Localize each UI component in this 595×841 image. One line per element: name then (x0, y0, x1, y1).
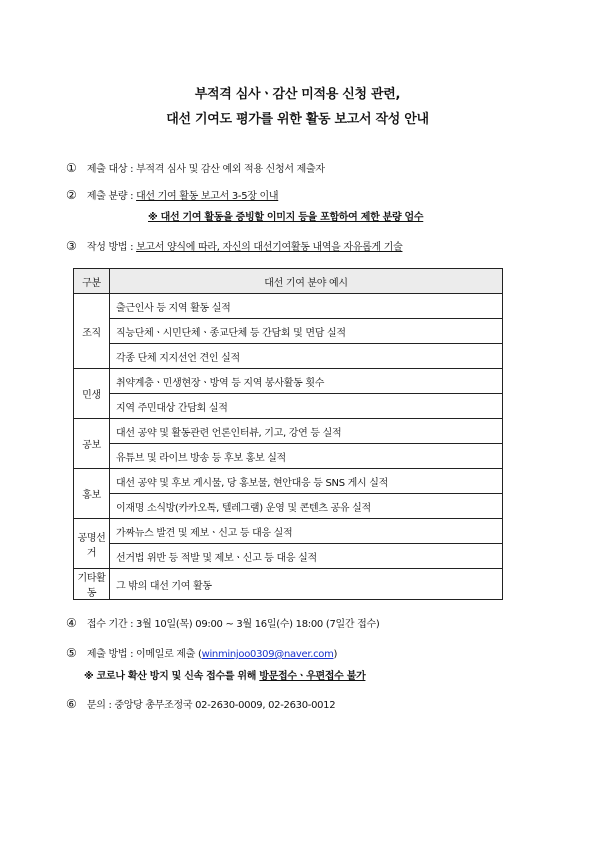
table-row (74, 319, 503, 344)
item-label: 제출 대상 : (86, 164, 134, 175)
category-cell: 홍보 (74, 469, 110, 519)
example-cell: 선거법 위반 등 적발 및 제보ㆍ신고 등 대응 실적 (110, 544, 503, 569)
contribution-table (73, 268, 503, 600)
item-label: 제출 분량 : (86, 191, 134, 202)
table-row (74, 494, 503, 519)
table-row (74, 419, 503, 444)
item-number: ④ (66, 616, 77, 630)
item-number: ⑤ (66, 646, 77, 660)
item-length-note: ※ 대선 기여 활동을 증빙할 이미지 등을 포함하여 제한 분량 엄수 (148, 212, 424, 223)
table-row (74, 294, 503, 319)
item-number: ② (66, 188, 77, 202)
item-label: 작성 방법 : (86, 242, 134, 253)
table-header-examples: 대선 기여 분야 예시 (110, 269, 503, 294)
item-submission-length (66, 187, 278, 202)
example-cell: 유튜브 및 라이브 방송 등 후보 홍보 실적 (110, 444, 503, 469)
example-cell: 취약계층ㆍ민생현장ㆍ방역 등 지역 봉사활동 횟수 (110, 369, 503, 394)
note-underlined: 방문접수ㆍ우편접수 불가 (259, 671, 366, 682)
example-cell: 그 밖의 대선 기여 활동 (110, 569, 503, 600)
item-number: ③ (66, 239, 77, 253)
item-inquiry (66, 696, 335, 711)
category-cell: 조직 (74, 294, 110, 369)
item-submission-period (66, 615, 379, 630)
example-cell: 가짜뉴스 발견 및 제보ㆍ신고 등 대응 실적 (110, 519, 503, 544)
example-cell: 각종 단체 지지선언 견인 실적 (110, 344, 503, 369)
item-tail: ) (333, 649, 338, 660)
category-cell: 기타활동 (74, 569, 110, 600)
example-cell: 지역 주민대상 간담회 실적 (110, 394, 503, 419)
item-submission-method (66, 645, 337, 660)
example-cell: 이재명 소식방(카카오톡, 텔레그램) 운영 및 콘텐츠 공유 실적 (110, 494, 503, 519)
table-row (74, 394, 503, 419)
table-row (74, 444, 503, 469)
item-text: 부적격 심사 및 감산 예외 적용 신청서 제출자 (136, 164, 325, 175)
category-cell: 공보 (74, 419, 110, 469)
item-number: ⑥ (66, 697, 77, 711)
item-submission-target (66, 160, 325, 175)
document-title-line2: 대선 기여도 평가를 위한 활동 보고서 작성 안내 (166, 112, 429, 127)
category-cell: 민생 (74, 369, 110, 419)
document-title-line1: 부적격 심사ㆍ감산 미적용 신청 관련, (194, 87, 401, 102)
category-cell: 공명선거 (74, 519, 110, 569)
item-text: 문의 : 중앙당 총무조정국 02-2630-0009, 02-2630-0012 (86, 700, 336, 711)
table-row (74, 344, 503, 369)
example-cell: 대선 공약 및 후보 게시물, 당 홍보물, 현안대응 등 SNS 게시 실적 (110, 469, 503, 494)
item-label: 제출 방법 : 이메일로 제출 ( (86, 649, 202, 660)
table-row (74, 469, 503, 494)
item-text: 접수 기간 : 3월 10일(목) 09:00 ~ 3월 16일(수) 18:00 (7일간 접수) (86, 619, 380, 630)
item-text: 보고서 양식에 따라, 자신의 대선기여활동 내역을 자유롭게 기술 (136, 242, 403, 253)
example-cell: 직능단체ㆍ시민단체ㆍ종교단체 등 간담회 및 면담 실적 (110, 319, 503, 344)
example-cell: 대선 공약 및 활동관련 언론인터뷰, 기고, 강연 등 실적 (110, 419, 503, 444)
note-text: ※ 코로나 확산 방지 및 신속 접수를 위해 (84, 671, 260, 682)
table-row (74, 544, 503, 569)
item-text: 대선 기여 활동 보고서 3-5장 이내 (136, 191, 279, 202)
email-link[interactable]: winminjoo0309@naver.com (201, 649, 334, 660)
table-row (74, 369, 503, 394)
table-row (74, 519, 503, 544)
table-row (74, 569, 503, 600)
example-cell: 출근인사 등 지역 활동 실적 (110, 294, 503, 319)
item-method-note (84, 667, 365, 682)
item-writing-method (66, 238, 402, 253)
item-number: ① (66, 161, 77, 175)
table-header-category: 구분 (74, 269, 110, 294)
